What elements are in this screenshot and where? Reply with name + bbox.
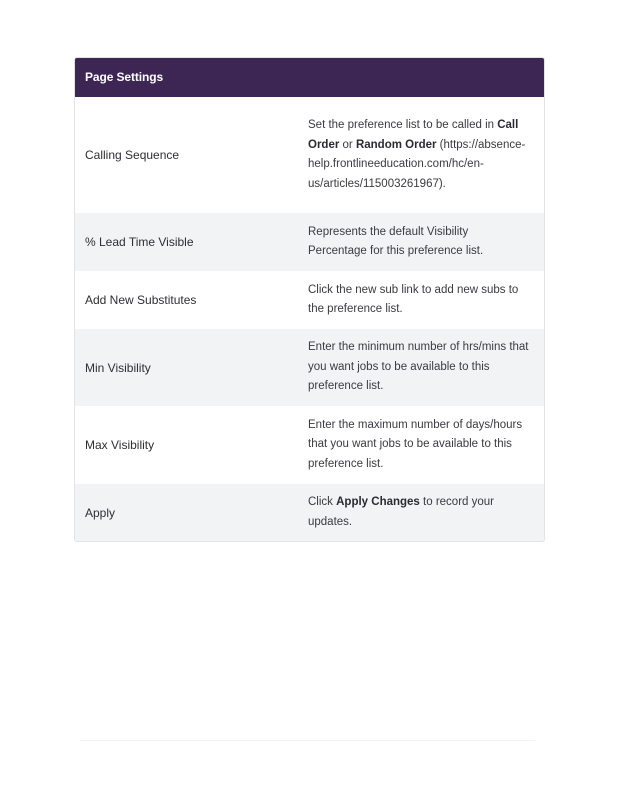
call-order-term: Call Order — [308, 119, 519, 151]
setting-description — [308, 407, 530, 484]
setting-name: Max Visibility — [85, 438, 155, 452]
setting-description — [308, 272, 530, 329]
setting-name: Calling Sequence — [85, 148, 180, 162]
desc-text: Enter the minimum number of hrs/mins that you want jobs to be available to this preference list. — [308, 341, 529, 393]
setting-name: Apply — [85, 505, 116, 520]
table-row — [75, 406, 544, 484]
table-row — [75, 329, 544, 406]
table-row — [75, 97, 544, 213]
desc-text: Set the preference list to be called in — [308, 119, 498, 131]
desc-text: Click — [308, 496, 337, 508]
page-settings-table — [74, 57, 545, 542]
setting-description — [308, 484, 530, 541]
apply-changes-term: Apply Changes — [336, 496, 420, 508]
table-row — [75, 271, 544, 329]
table-row — [75, 213, 544, 271]
table-row — [75, 484, 544, 541]
setting-name: Add New Substitutes — [85, 293, 197, 307]
random-order-term: Random Order — [355, 138, 437, 151]
setting-name: Min Visibility — [85, 360, 151, 375]
desc-text: Represents the default Visibility Percentage for this preference list. — [308, 225, 484, 257]
desc-text: or — [339, 138, 356, 151]
setting-description — [308, 107, 530, 203]
desc-text: to record your updates. — [308, 496, 494, 528]
desc-text: (https://absence-help.frontlineeducation.com/hc/en-us/articles/115003261967). — [308, 138, 526, 190]
footer-divider — [80, 740, 535, 741]
setting-name: % Lead Time Visible — [85, 235, 194, 249]
desc-text: Click the new sub link to add new subs to the preference list. — [308, 283, 519, 315]
setting-description — [308, 329, 530, 406]
desc-text: Enter the maximum number of days/hours that you want jobs to be available to this preference list. — [308, 418, 523, 470]
setting-description — [308, 214, 530, 271]
table-header: Page Settings — [75, 58, 544, 97]
